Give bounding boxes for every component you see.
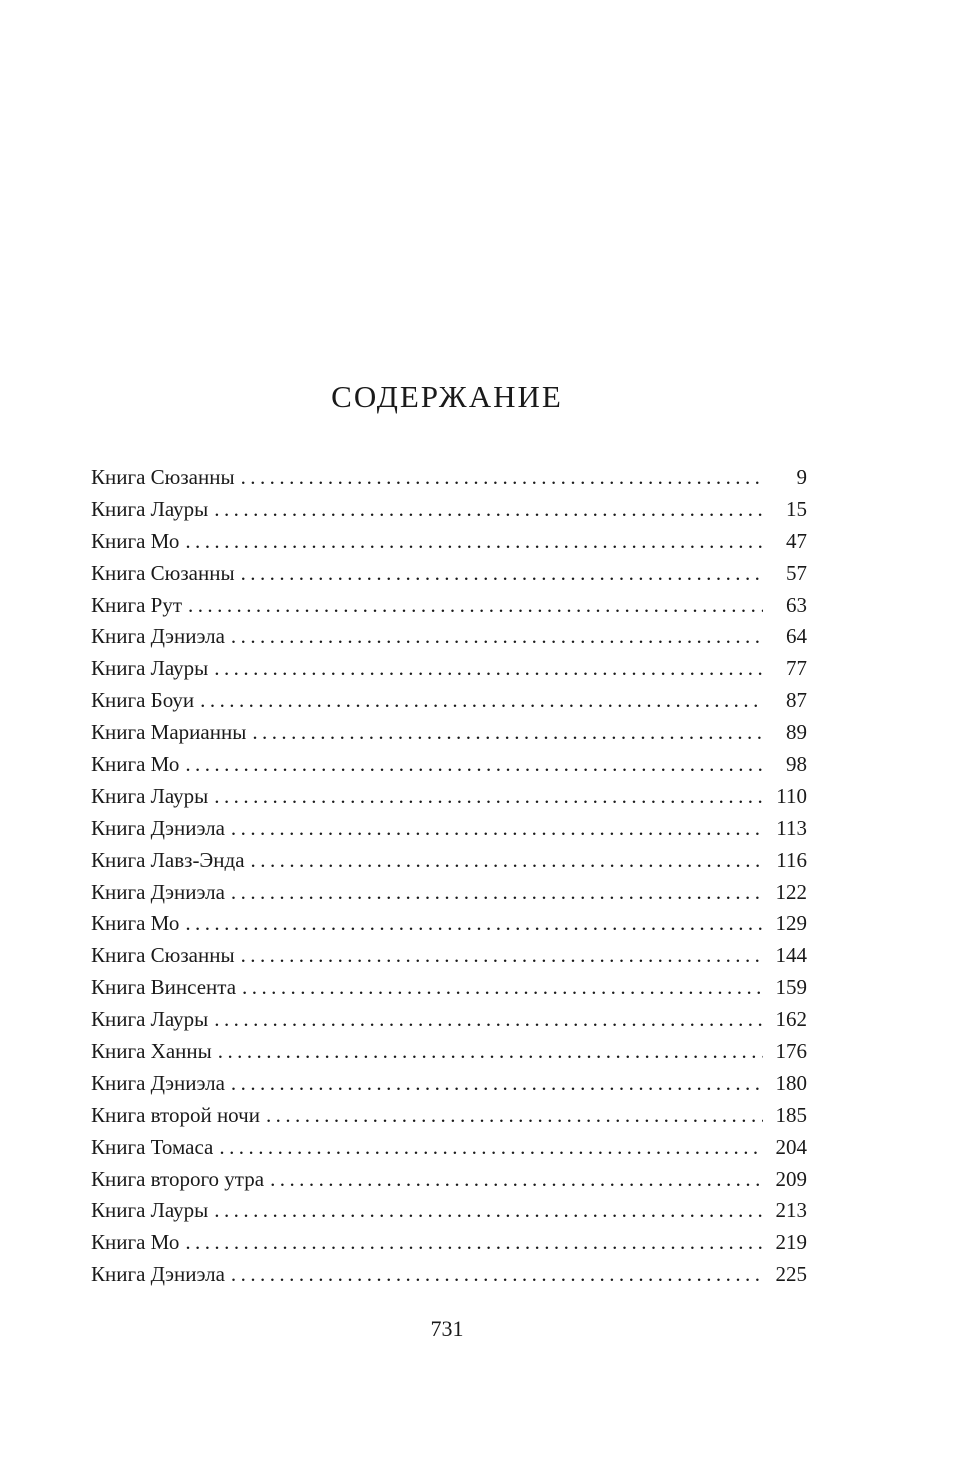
toc-dot-leader [200, 685, 763, 717]
toc-entry-label: Книга Лауры [91, 1007, 209, 1032]
toc-entry [91, 1068, 807, 1100]
toc-entry-label: Книга Ханны [91, 1039, 212, 1064]
toc-dot-leader [185, 1227, 763, 1259]
toc-entry-label: Книга Лауры [91, 496, 209, 521]
toc-entry-label: Книга Томаса [91, 1134, 214, 1159]
toc-dot-leader [270, 1164, 763, 1196]
toc-entry [91, 1227, 807, 1259]
toc-entry [91, 653, 807, 685]
toc-entry-page-number: 113 [776, 815, 807, 840]
toc-entry-page-number: 9 [796, 465, 807, 489]
toc-entry [91, 1195, 807, 1227]
toc-entry-label: Книга Винсента [91, 975, 237, 1000]
toc-entry-page-number: 144 [775, 943, 807, 968]
toc-dot-leader [252, 717, 763, 749]
toc-entry [91, 494, 807, 526]
toc-entry [91, 877, 807, 909]
toc-entry [91, 558, 807, 590]
toc-entry [91, 1132, 807, 1164]
toc-entry [91, 621, 807, 653]
toc-entry-page-number: 15 [786, 496, 807, 521]
toc-entry-page-number: 185 [775, 1102, 807, 1127]
toc-entry-page-number: 219 [775, 1230, 807, 1255]
toc-entry [91, 845, 807, 877]
toc-entry [91, 908, 807, 940]
toc-entry-page-number: 63 [786, 592, 807, 617]
toc-dot-leader [231, 877, 763, 909]
toc-entry-page-number: 89 [786, 720, 807, 745]
toc-dot-leader [241, 558, 763, 590]
toc-entry-page-number: 213 [775, 1198, 807, 1223]
toc-entry-page-number: 57 [786, 560, 807, 585]
toc-dot-leader [188, 590, 763, 622]
toc-entry [91, 940, 807, 972]
toc-entry-label: Книга Боуи [91, 688, 195, 713]
toc-entry-page-number: 87 [786, 688, 807, 713]
toc-entry-label: Книга Сюзанны [91, 465, 235, 489]
toc-dot-leader [241, 462, 763, 494]
toc-entry [91, 1004, 807, 1036]
toc-entry-label: Книга Мо [91, 752, 180, 777]
toc-entry-label: Книга Дэниэла [91, 1262, 225, 1287]
toc-entry [91, 813, 807, 845]
toc-entry-page-number: 98 [786, 752, 807, 777]
toc-entry [91, 972, 807, 1004]
toc-entry-page-number: 116 [776, 847, 807, 872]
toc-entry-label: Книга Лавз-Энда [91, 847, 245, 872]
toc-entry-label: Книга второго утра [91, 1166, 265, 1191]
toc-entry-page-number: 129 [775, 911, 807, 936]
toc-dot-leader [219, 1132, 763, 1164]
toc-entry [91, 685, 807, 717]
toc-dot-leader [231, 1068, 763, 1100]
toc-entry-page-number: 47 [786, 528, 807, 553]
toc-entry-page-number: 209 [775, 1166, 807, 1191]
toc-entry [91, 526, 807, 558]
toc-dot-leader [231, 813, 763, 845]
toc-entry-page-number: 77 [786, 656, 807, 681]
toc-dot-leader [218, 1036, 763, 1068]
toc-entry-page-number: 176 [775, 1039, 807, 1064]
toc-entry [91, 1036, 807, 1068]
toc-entry-label: Книга Мо [91, 911, 180, 936]
toc-dot-leader [214, 653, 763, 685]
toc-dot-leader [251, 845, 763, 877]
toc-entry-page-number: 110 [776, 783, 807, 808]
toc-dot-leader [185, 526, 763, 558]
toc-entry [91, 462, 807, 494]
toc-entry-page-number: 180 [775, 1070, 807, 1095]
toc-entry-label: Книга Дэниэла [91, 624, 225, 649]
toc-entry-label: Книга Мо [91, 1230, 180, 1255]
toc-dot-leader [231, 621, 763, 653]
toc-entry [91, 1164, 807, 1196]
toc-dot-leader [231, 1259, 763, 1291]
toc-dot-leader [214, 781, 763, 813]
toc-entry-page-number: 162 [775, 1007, 807, 1032]
toc-dot-leader [214, 494, 763, 526]
toc-entry-page-number: 204 [775, 1134, 807, 1159]
toc-entry-label: Книга Дэниэла [91, 879, 225, 904]
toc-entry-label: Книга Дэниэла [91, 815, 225, 840]
toc-dot-leader [185, 908, 763, 940]
toc-entry-page-number: 225 [775, 1262, 807, 1287]
toc-dot-leader [214, 1004, 763, 1036]
toc-entry-label: Книга Мо [91, 528, 180, 553]
toc-entry [91, 590, 807, 622]
toc-title: СОДЕРЖАНИЕ [331, 379, 563, 414]
toc-entry-page-number: 159 [775, 975, 807, 1000]
toc-entry-label: Книга Сюзанны [91, 943, 235, 968]
toc-entry-label: Книга Лауры [91, 656, 209, 681]
toc-entry-label: Книга Лауры [91, 1198, 209, 1223]
toc-entry-page-number: 64 [786, 624, 807, 649]
toc-entry [91, 717, 807, 749]
page-number: 731 [430, 1316, 464, 1341]
toc-entry-label: Книга второй ночи [91, 1102, 260, 1127]
toc-entry-label: Книга Марианны [91, 720, 247, 745]
toc-entry [91, 1259, 807, 1291]
toc-dot-leader [185, 749, 763, 781]
toc-dot-leader [214, 1195, 763, 1227]
toc-dot-leader [266, 1100, 763, 1132]
toc-entry [91, 781, 807, 813]
toc-dot-leader [241, 940, 763, 972]
toc-entry-label: Книга Дэниэла [91, 1070, 225, 1095]
toc-entry-label: Книга Рут [91, 592, 183, 617]
toc-entry [91, 749, 807, 781]
toc-entry-label: Книга Сюзанны [91, 560, 235, 585]
toc-list [91, 462, 807, 1291]
toc-entry-label: Книга Лауры [91, 783, 209, 808]
toc-entry [91, 1100, 807, 1132]
toc-entry-page-number: 122 [775, 879, 807, 904]
toc-dot-leader [242, 972, 763, 1004]
